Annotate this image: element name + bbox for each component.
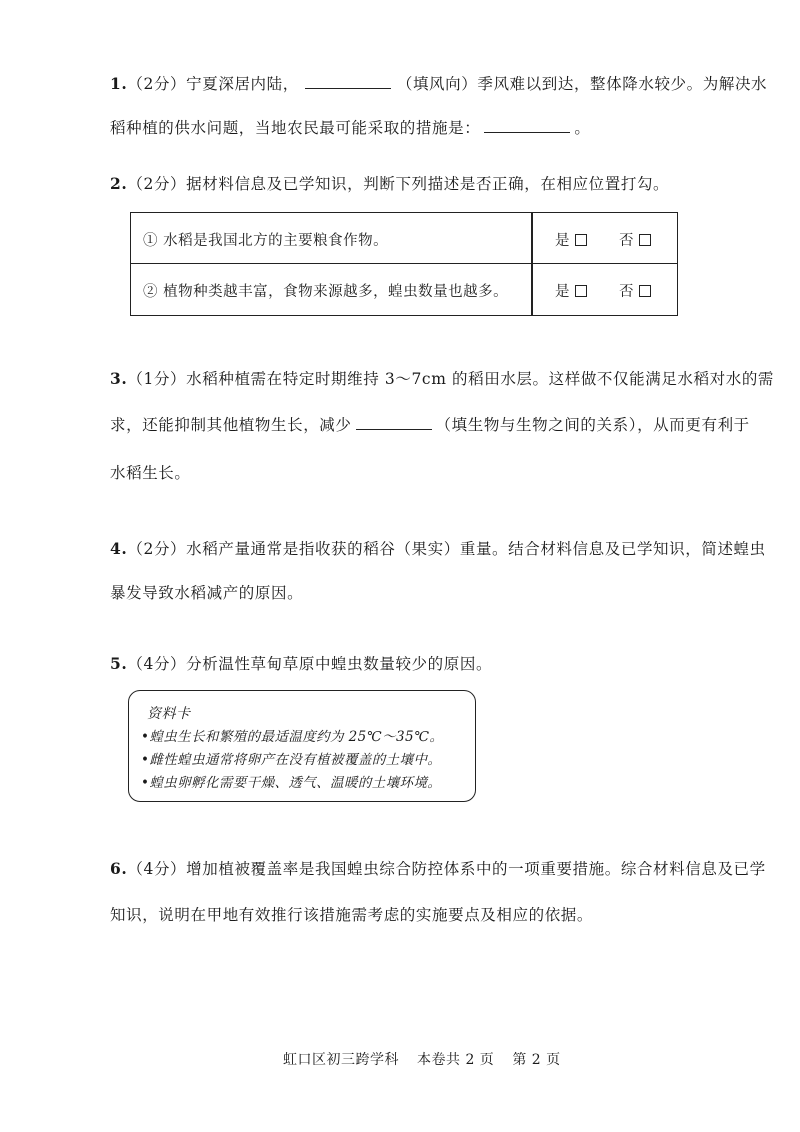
data-card [128,690,476,802]
statement-2: ② 植物种类越丰富，食物来源越多，蝗虫数量也越多。 [143,284,509,300]
q5-number: 5. [110,654,128,673]
q2-line-1 [110,172,669,194]
q5-text-1: 分析温性草甸草原中蝗虫数量较少的原因。 [186,655,493,673]
statement-1-yes-option[interactable] [555,229,587,250]
data-card-item: •蝗虫卵孵化需要干燥、透气、温暖的土壤环境。 [141,775,442,791]
footer-total-pages: 本卷共 2 页 [417,1052,495,1068]
q6-text-1: 增加植被覆盖率是我国蝗虫综合防控体系中的一项重要措施。综合材料信息及已学 [186,860,766,878]
q2-score: （2分） [127,175,187,193]
yes-checkbox[interactable] [575,234,587,246]
q1-score: （2分） [127,75,187,93]
statement-1-no-option[interactable] [619,229,651,250]
no-label: 否 [619,233,634,249]
q3-line-3 [110,461,191,483]
q1-text-1b: （填风向）季风难以到达，整体降水较少。为解决水 [396,75,768,93]
page-footer [283,1049,579,1069]
q3-blank-relationship[interactable] [356,415,432,430]
q4-line-1 [110,537,766,559]
no-checkbox[interactable] [639,285,651,297]
q6-text-2: 知识，说明在甲地有效推行该措施需考虑的实施要点及相应的依据。 [110,906,594,924]
q2-number: 2. [110,174,128,193]
q1-number: 1. [110,74,128,93]
footer-page-number: 第 2 页 [512,1052,561,1068]
q3-line-1 [110,367,774,389]
q5-line-1 [110,652,492,674]
q3-text-2a: 求，还能抑制其他植物生长，减少 [110,416,352,434]
q5-score: （4分） [127,655,187,673]
table-row [131,213,677,264]
q1-line-2 [110,116,590,138]
q1-text-2a: 稻种植的供水问题，当地农民最可能采取的措施是： [110,119,481,137]
q6-line-1 [110,857,766,879]
q6-score: （4分） [127,860,187,878]
yes-label: 是 [555,284,570,300]
q4-line-2 [110,581,303,603]
no-checkbox[interactable] [639,234,651,246]
q1-text-1a: 宁夏深居内陆， [186,75,299,93]
q4-number: 4. [110,539,128,558]
table-row [131,264,677,315]
q2-text-1: 据材料信息及已学知识，判断下列描述是否正确，在相应位置打勾。 [186,175,670,193]
q1-text-2b: 。 [574,119,591,137]
no-label: 否 [619,284,634,300]
q4-text-2: 暴发导致水稻减产的原因。 [110,584,304,602]
q4-score: （2分） [127,540,187,558]
data-card-title: 资料卡 [147,706,191,722]
data-card-item: •蝗虫生长和繁殖的最适温度约为 25℃～35℃。 [141,729,444,745]
q3-score: （1分） [127,370,187,388]
yes-checkbox[interactable] [575,285,587,297]
q3-text-1: 水稻种植需在特定时期维持 3～7cm 的稻田水层。这样做不仅能满足水稻对水的需 [186,370,775,388]
statement-1: ① 水稻是我国北方的主要粮食作物。 [143,233,389,249]
data-card-item: •雌性蝗虫通常将卵产在没有植被覆盖的土壤中。 [141,752,442,768]
q6-number: 6. [110,859,128,878]
yes-label: 是 [555,233,570,249]
statement-2-no-option[interactable] [619,280,651,301]
statement-2-yes-option[interactable] [555,280,587,301]
q1-blank-measure[interactable] [484,118,570,133]
q3-text-2b: （填生物与生物之间的关系），从而更有利于 [435,416,750,434]
q1-blank-wind-direction[interactable] [305,74,391,89]
q6-line-2 [110,903,593,925]
q4-text-1: 水稻产量通常是指收获的稻谷（果实）重量。结合材料信息及已学知识，简述蝗虫 [186,540,766,558]
q3-number: 3. [110,369,128,388]
q2-judgment-table [130,212,678,316]
footer-school: 虹口区初三跨学科 [283,1052,399,1068]
q3-text-3: 水稻生长。 [110,464,191,482]
q3-line-2 [110,413,750,435]
q1-line-1 [110,72,767,94]
